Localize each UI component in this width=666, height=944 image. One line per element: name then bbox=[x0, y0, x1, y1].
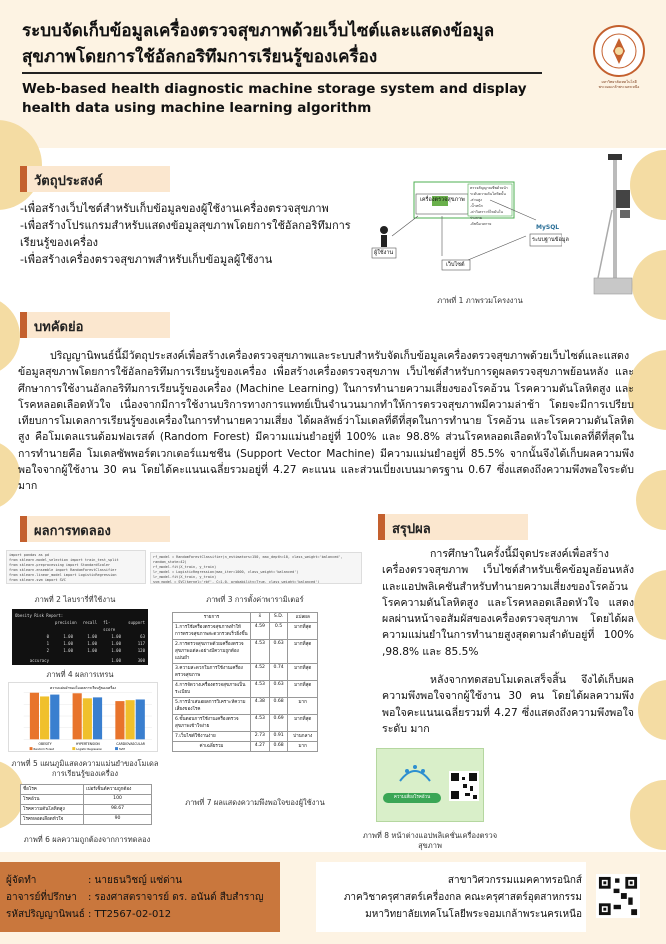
table-cell: 4.27 bbox=[251, 742, 270, 752]
report-row bbox=[15, 647, 145, 654]
report-header bbox=[15, 619, 145, 633]
abstract-heading bbox=[20, 312, 170, 338]
chart-bar bbox=[73, 693, 82, 739]
objective-item: -เพื่อสร้างเครื่องตรวจสุขภาพสำหรับเก็บข้อมูลผู้ใช้งาน bbox=[20, 253, 273, 266]
app-screenshot bbox=[376, 748, 484, 822]
report-cell bbox=[55, 664, 73, 665]
legend-label: Random Forest bbox=[33, 746, 54, 751]
table-cell: ปานกลาง bbox=[288, 732, 318, 742]
report-cell: 120 bbox=[137, 648, 145, 653]
report-header-cell: precision bbox=[55, 620, 77, 625]
parameter-code-block bbox=[150, 552, 362, 584]
table-cell: 4.การจัดวางเครื่องตรวจสุขภาพเป็นระเบียบ bbox=[173, 681, 251, 698]
table-row bbox=[173, 664, 318, 681]
footer-values bbox=[88, 872, 264, 923]
code-line: from sklearn.preprocessing import StandardScaler bbox=[9, 563, 111, 567]
report-cell: 1.00 bbox=[87, 634, 97, 639]
table-cell: 0.68 bbox=[269, 742, 288, 752]
table-row bbox=[173, 640, 318, 664]
objectives-heading bbox=[20, 166, 170, 192]
chart-category-label: OBESITY bbox=[38, 742, 52, 747]
table-cell: 0.91 bbox=[269, 732, 288, 742]
report-cell: 1.00 bbox=[111, 648, 121, 653]
conclusion-paragraph-1: การศึกษาในครั้งนี้มีจุดประสงค์เพื่อสร้างเครื่องตรวจสุขภาพ เว็บไซต์สำหรับเช็คข้อมูลย้อนหลัง และแอปพลิเคชันสำหรับทำนายความเสี่ยงของโรคอ้วน โรคความดันโลหิตสูง และโรคหลอดเลือดหัวใจ แสดงผลผ่านหน้าจอสัมผัสของเครื่องตรวจสุขภาพ โดยได้ผลความแม่นยำในการทำนายสูงสุดตามลำดับอยู่ที่ 100% ,98.8% และ 85.5% bbox=[382, 548, 634, 658]
code-line: from sklearn.svm import SVC bbox=[9, 578, 66, 582]
chart-bar bbox=[30, 693, 39, 740]
user-box-label: ผู้ใช้งาน bbox=[374, 250, 394, 256]
report-cell: accuracy bbox=[29, 658, 49, 663]
chart-category-label: HYPERTENSION bbox=[75, 742, 100, 747]
database-box-label: ระบบฐานข้อมูล bbox=[532, 237, 569, 243]
objective-item: -เพื่อสร้างโปรแกรมสำหรับแสดงข้อมูลสุขภาพโดยการใช้อัลกอริทึมการเรียนรู้ของเครื่อง bbox=[20, 219, 351, 249]
abstract-text bbox=[18, 348, 634, 495]
legend-swatch bbox=[115, 747, 118, 750]
table-cell: 4.53 bbox=[251, 640, 270, 664]
report-cell bbox=[103, 664, 121, 665]
table-cell: 0.63 bbox=[269, 681, 288, 698]
report-cell bbox=[79, 657, 97, 664]
conclusion-heading bbox=[378, 514, 528, 540]
report-cell: 1 bbox=[46, 641, 49, 646]
table-cell: ค่าเฉลี่ยรวม bbox=[173, 742, 251, 752]
website-box-label: เว็บไซต์ bbox=[446, 262, 465, 268]
table-cell: มากที่สุด bbox=[288, 681, 318, 698]
objectives-heading-text: วัตถุประสงค์ bbox=[34, 174, 103, 189]
table-header: S.D. bbox=[269, 613, 288, 623]
code-line: from sklearn.linear_model import LogisticRegression bbox=[9, 573, 117, 577]
param-line: rf_model.fit(X_train, y_train) bbox=[153, 565, 217, 569]
chart-bar bbox=[115, 701, 124, 739]
report-rows bbox=[15, 633, 145, 665]
conclusion-paragraph-2: หลังจากทดสอบโมเดลเสร็จสิ้น จึงได้เก็บผลความพึงพอใจจากผู้ใช้งาน 30 คน โดยได้ผลความพึงพอใจคะแนนเฉลี่ยรวมที่ 4.27 ซึ่งแสดงถึงความพึงพอใจระดับ มาก bbox=[382, 674, 634, 735]
table-header: เปอร์เซ็นต์ความถูกต้อง bbox=[84, 785, 152, 795]
university-logo bbox=[592, 24, 646, 78]
table-row bbox=[173, 681, 318, 698]
machine-info-line: -น้ำหนัก bbox=[470, 204, 483, 208]
report-cell bbox=[55, 657, 73, 664]
footer-org-line: มหาวิทยาลัยเทคโนโลยีพระจอมเกล้าพระนครเหนือ bbox=[365, 909, 582, 920]
app-logo-icon bbox=[395, 759, 435, 787]
title-divider bbox=[22, 72, 542, 74]
legend-swatch bbox=[30, 747, 33, 750]
footer-value: : TT2567-02-012 bbox=[88, 909, 172, 920]
table-cell: มาก bbox=[288, 698, 318, 715]
results-heading bbox=[20, 516, 170, 542]
machine-info-line: ตรวจสัญญาณชีพด้วยนำระดับความดันโลหิตนั้น bbox=[470, 186, 508, 196]
table-header: ชื่อโรค bbox=[21, 785, 84, 795]
footer-org-line: ภาควิชาครุศาสตร์เครื่องกล คณะครุศาสตร์อุตสาหกรรม bbox=[343, 892, 582, 903]
figure-8-caption-line-2: สุขภาพ bbox=[418, 841, 442, 850]
table-cell: 2.การตรวจสุขภาพด้วยเครื่องตรวจสุขภาพแต่ละอย่างมีความถูกต้องแม่นยำ bbox=[173, 640, 251, 664]
report-cell: 0 bbox=[46, 634, 49, 639]
table-cell: มากที่สุด bbox=[288, 664, 318, 681]
footer-label: อาจารย์ที่ปรึกษา bbox=[6, 892, 77, 903]
chart-bar bbox=[93, 697, 102, 739]
app-risk-button: ความเสี่ยงโรคอ้วน bbox=[383, 793, 441, 803]
table-cell: 7.เว็บไซต์ใช้งานง่าย bbox=[173, 732, 251, 742]
table-cell: มาก bbox=[288, 742, 318, 752]
table-row bbox=[173, 715, 318, 732]
machine-info-list bbox=[470, 185, 514, 227]
training-report-terminal bbox=[12, 609, 148, 665]
conclusion-text bbox=[382, 546, 634, 737]
figure-5-caption-line-1: ภาพที่ 5 แผนภูมิแสดงความแม่นยำของโมเดล bbox=[11, 759, 159, 768]
table-cell: 98.67 bbox=[84, 805, 152, 815]
report-cell: 1.00 bbox=[87, 648, 97, 653]
table-cell: 4.53 bbox=[251, 681, 270, 698]
conclusion-heading-text: สรุปผล bbox=[392, 522, 431, 537]
footer-org-line: สาขาวิศวกรรมแมคคาทรอนิกส์ bbox=[447, 875, 582, 886]
report-cell: 1.00 bbox=[111, 641, 121, 646]
table-cell: 4.38 bbox=[251, 698, 270, 715]
table-row bbox=[21, 815, 152, 825]
footer-label: รหัสปริญญานิพนธ์ bbox=[6, 909, 85, 920]
table-cell: 0.74 bbox=[269, 664, 288, 681]
report-cell bbox=[127, 664, 145, 665]
report-cell bbox=[79, 664, 97, 665]
chart-title: ความแม่นยำของโมเดลการเรียนรู้ของเครื่อง bbox=[49, 685, 117, 690]
machine-info-line: -ค่าวิเคราะห์ไขมันในร่างกาย bbox=[470, 210, 503, 220]
table-row bbox=[173, 623, 318, 640]
university-logo-text: มหาวิทยาลัยเทคโนโลยีพระจอมเกล้าพระนครเหนือ bbox=[598, 80, 640, 89]
legend-label: Logistic Regression bbox=[76, 746, 103, 751]
table-cell: 0.63 bbox=[269, 640, 288, 664]
report-cell: 63 bbox=[140, 634, 145, 639]
table-row bbox=[21, 785, 152, 795]
report-row bbox=[15, 664, 145, 665]
english-title bbox=[22, 80, 582, 118]
table-row bbox=[21, 805, 152, 815]
table-cell: 100 bbox=[84, 795, 152, 805]
legend-label: SVM bbox=[118, 746, 125, 751]
machine-box-label: เครื่องตรวจสุขภาพ bbox=[420, 197, 465, 203]
figure-8-caption-line-1: ภาพที่ 8 หน้าต่างแอปพลิเคชั่นเครื่องตรวจ bbox=[362, 831, 498, 840]
report-header-cell: support bbox=[128, 620, 145, 625]
chart-category-label: CARDIOVASCULAR bbox=[116, 742, 145, 747]
table-header: x̄ bbox=[251, 613, 270, 623]
table-row bbox=[173, 613, 318, 623]
table-cell: มากที่สุด bbox=[288, 623, 318, 640]
report-row bbox=[15, 640, 145, 647]
chart-bar bbox=[83, 698, 92, 739]
table-cell: 4.59 bbox=[251, 623, 270, 640]
table-cell: 3.ความสะดวกในการใช้งานเครื่องตรวจสุขภาพ bbox=[173, 664, 251, 681]
code-line: from sklearn.model_selection import train_test_split bbox=[9, 558, 119, 562]
thai-title-line-2: สุขภาพโดยการใช้อัลกอริทึมการเรียนรู้ของเครื่อง bbox=[22, 47, 378, 67]
table-row bbox=[173, 732, 318, 742]
figure-1-caption: ภาพที่ 1 ภาพรวมโครงงาน bbox=[437, 296, 523, 305]
mysql-logo: MySQL bbox=[536, 224, 560, 231]
table-cell: โรคอ้วน bbox=[21, 795, 84, 805]
table-row bbox=[173, 698, 318, 715]
table-cell: 0.68 bbox=[269, 698, 288, 715]
abstract-heading-text: บทคัดย่อ bbox=[34, 320, 84, 335]
app-qr-code bbox=[449, 771, 479, 801]
table-header: แปลผล bbox=[288, 613, 318, 623]
table-cell: 1.การใช้เครื่องตรวจสุขภาพทำให้การตรวจสุขภาพสะดวกรวดเร็วยิ่งขึ้น bbox=[173, 623, 251, 640]
param-line: svm_model = SVC(kernel='rbf', C=1.0, probability=True, class_weight='balanced') bbox=[153, 580, 320, 584]
objectives-list bbox=[20, 200, 360, 268]
accuracy-table bbox=[20, 784, 152, 825]
report-row bbox=[15, 633, 145, 640]
report-cell: 1.00 bbox=[111, 658, 121, 663]
figure-6-caption: ภาพที่ 6 ผลความถูกต้องจากการทดลอง bbox=[23, 835, 151, 844]
table-cell: มากที่สุด bbox=[288, 640, 318, 664]
code-line: from sklearn.ensemble import RandomForestClassifier bbox=[9, 568, 117, 572]
report-cell: 1.00 bbox=[87, 641, 97, 646]
figure-2-caption: ภาพที่ 2 ไลบรารี่ที่ใช้งาน bbox=[34, 595, 116, 604]
report-cell bbox=[15, 664, 49, 665]
figure-3-caption: ภาพที่ 3 การตั้งค่าพารามิเตอร์ bbox=[206, 595, 304, 604]
figure-4-caption: ภาพที่ 4 ผลการเทรน bbox=[46, 670, 114, 679]
machine-info-line: -ดัชนีมวลกาย bbox=[470, 222, 492, 226]
report-header-cell: recall bbox=[82, 620, 98, 625]
param-line: lr_model.fit(X_train, y_train) bbox=[153, 575, 217, 579]
report-cell: 2 bbox=[46, 648, 49, 653]
report-header-cell: f1-score bbox=[103, 620, 116, 632]
library-code-block bbox=[6, 550, 146, 584]
results-heading-text: ผลการทดลอง bbox=[34, 524, 111, 539]
figure-7-caption: ภาพที่ 7 ผลแสดงความพึงพอใจของผู้ใช้งาน bbox=[185, 798, 325, 807]
footer-organization bbox=[344, 872, 582, 923]
abstract-paragraph: ปริญญานิพนธ์นี้มีวัตถุประสงค์เพื่อสร้างเครื่องตรวจสุขภาพและระบบสำหรับจัดเก็บข้อมูลเครื่องตรวจสุขภาพด้วยเว็บไซต์และแสดงข้อมูลสุขภาพโดยการใช้อัลกอริทึมการเรียนรู้ของเครื่อง เพื่อสร้างเครื่องตรวจสุขภาพ เว็บไซต์สำหรับการดูผลตรวจสุขภาพย้อนหลัง และศึกษาการใช้งานอัลกอริทึมการเรียนรู้ของเครื่อง (Machine Learning) ในการทำนายความเสี่ยงของโรคอ้วน โรคความดันโลหิตสูง และโรคหลอดเลือดหัวใจ เนื่องจากมีการใช้งานบริการทางการแพทย์เป็นจำนวนมากทำให้การตรวจสุขภาพมีความล่าช้า โดยจะมีการเปรียบเทียบการโมเดลการเรียนรู้ของเครื่องในการทำนายความเสี่ยง ได้ผลลัพธ์ว่าโมเดลที่ดีที่สุดในการทำนาย โรคอ้วน และโรคความดันโลหิตสูง คือโมเดลแรนด้อมฟอเรสต์ (Random Forest) มีความแม่นยำอยู่ที่ 100% และ 98.8% ส่วนโรคหลอดเลือดหัวใจโมเดลที่ดีที่สุดในการทำนายคือ โมเดลซัพพอร์ตเวกเตอร์แมชชีน (Support Vector Machine) มีความแม่นยำอยู่ที่ 85.5% จากนั้นจึงได้เก็บผลความพึงพอใจจากผู้ใช้งาน 30 คน โดยได้คะแนนเฉลี่ยรวมอยู่ที่ 4.27 คะแนน และส่วนเบี่ยงเบนมาตรฐาน 0.67 ซึ่งแสดงถึงความพึงพอใจระดับ มาก bbox=[18, 350, 634, 493]
health-machine-photo bbox=[590, 150, 636, 300]
report-cell: 300 bbox=[137, 658, 145, 663]
machine-info-line: -ส่วนสูง bbox=[470, 198, 482, 202]
report-row bbox=[15, 657, 145, 664]
english-title-line-2: health data using machine learning algorithm bbox=[22, 100, 372, 116]
table-cell: 90 bbox=[84, 815, 152, 825]
table-cell: 0.5 bbox=[269, 623, 288, 640]
chart-bar bbox=[50, 695, 59, 740]
report-title: Obesity Risk Report: bbox=[15, 613, 64, 618]
table-cell: มากที่สุด bbox=[288, 715, 318, 732]
report-cell: 117 bbox=[137, 641, 145, 646]
satisfaction-table bbox=[172, 612, 318, 752]
table-cell: 4.53 bbox=[251, 715, 270, 732]
footer-labels bbox=[6, 872, 85, 923]
chart-bar bbox=[136, 699, 145, 739]
footer-qr-code bbox=[596, 874, 640, 918]
table-cell: โรคความดันโลหิตสูง bbox=[21, 805, 84, 815]
code-line: import pandas as pd bbox=[9, 553, 50, 557]
footer-value: : รองศาสตราจารย์ ดร. อนันต์ สืบสำราญ bbox=[88, 892, 264, 903]
table-row bbox=[173, 742, 318, 752]
footer-value: : นายธนวิชญ์ แซ่ด่าน bbox=[88, 875, 183, 886]
report-cell: 1.00 bbox=[63, 648, 73, 653]
thai-title bbox=[22, 18, 582, 70]
table-header: รายการ bbox=[173, 613, 251, 623]
objective-item: -เพื่อสร้างเว็บไซต์สำหรับเก็บข้อมูลของผู้ใช้งานเครื่องตรวจสุขภาพ bbox=[20, 202, 329, 215]
table-cell: 4.52 bbox=[251, 664, 270, 681]
param-line: rf_model = RandomForestClassifier(n_estimators=150, max_depth=10, class_weight='balanced', random_state=42) bbox=[153, 555, 343, 564]
chart-bar bbox=[40, 696, 49, 739]
table-cell: 0.69 bbox=[269, 715, 288, 732]
thai-title-line-1: ระบบจัดเก็บข้อมูลเครื่องตรวจสุขภาพด้วยเว็บไซต์และแสดงข้อมูล bbox=[22, 21, 495, 41]
chart-bar bbox=[126, 700, 135, 739]
table-row bbox=[21, 795, 152, 805]
report-cell: 1.00 bbox=[111, 634, 121, 639]
report-cell: 1.00 bbox=[63, 634, 73, 639]
footer-label: ผู้จัดทำ bbox=[6, 875, 37, 886]
table-cell: 6.ขั้นตอนการใช้งานเครื่องตรวจสุขภาพเข้าใจง่าย bbox=[173, 715, 251, 732]
table-cell: โรคหลอดเลือดหัวใจ bbox=[21, 815, 84, 825]
param-line: lr_model = LogisticRegression(max_iter=1000, class_weight='balanced') bbox=[153, 570, 299, 574]
report-cell: 1.00 bbox=[63, 641, 73, 646]
model-accuracy-chart bbox=[8, 682, 158, 752]
table-cell: 5.การนำเสนอผลการวิเคราะห์ความเสี่ยงของโรค bbox=[173, 698, 251, 715]
figure-5-caption-line-2: การเรียนรู้ของเครื่อง bbox=[52, 769, 118, 778]
table-cell: 2.73 bbox=[251, 732, 270, 742]
legend-swatch bbox=[72, 747, 75, 750]
english-title-line-1: Web-based health diagnostic machine storage system and display bbox=[22, 81, 527, 97]
